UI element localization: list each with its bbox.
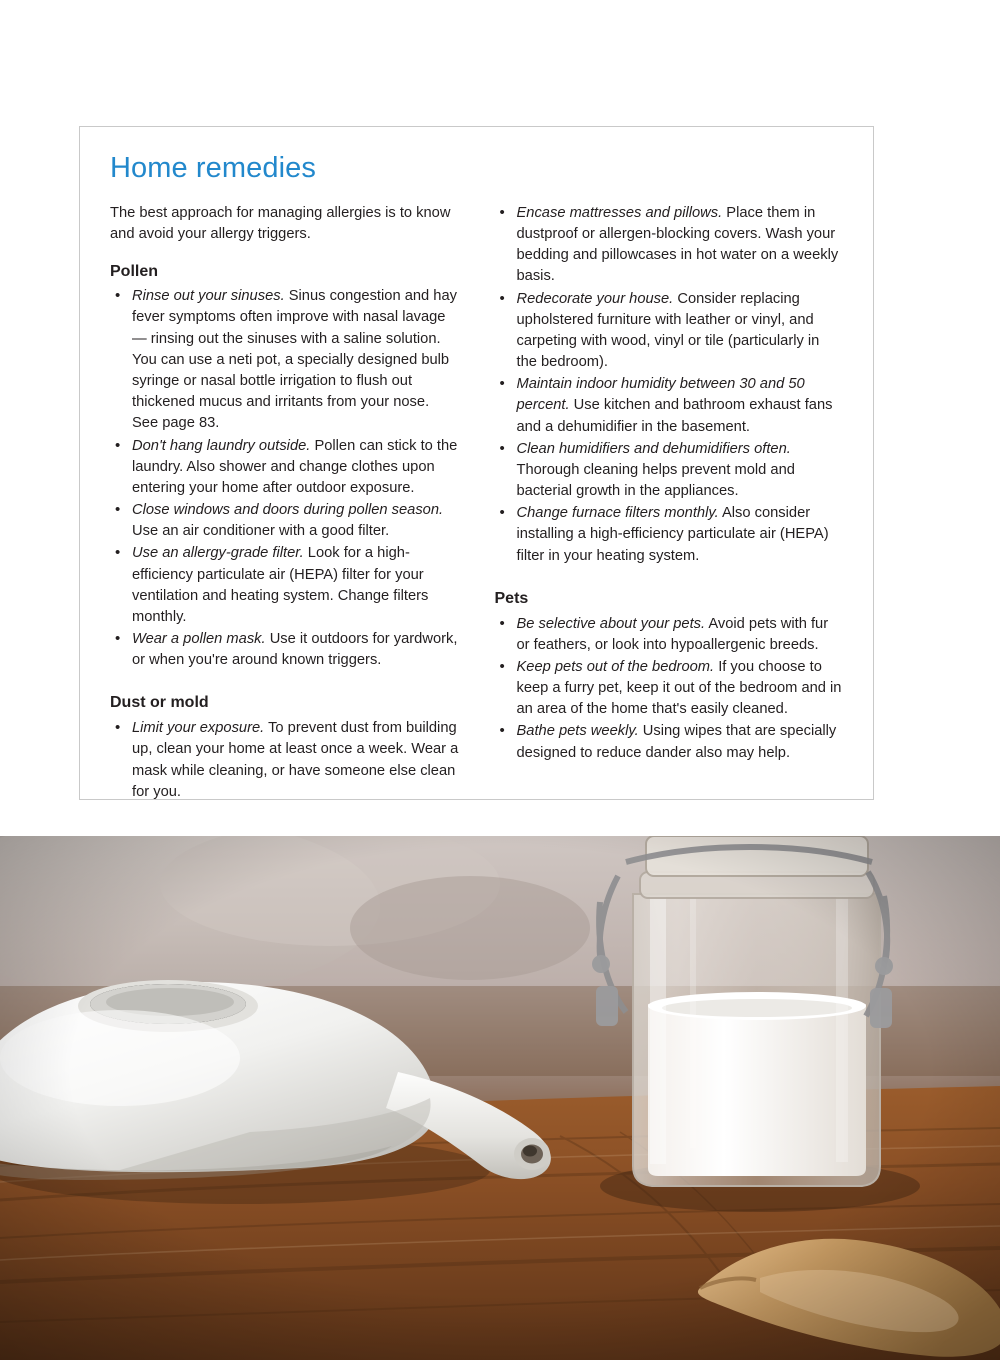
list-item-text: Place them in dustproof or allergen-blocking covers. Wash your bedding and pillowcases in hot water on a weekly basis. (516, 204, 839, 285)
right-column (495, 203, 844, 804)
list-item-text: Use an air conditioner with a good filter. (132, 523, 390, 540)
list-item-lead: Change furnace filters monthly. (516, 505, 719, 522)
list-item-lead: Keep pets out of the bedroom. (516, 658, 715, 675)
list-item-lead: Don't hang laundry outside. (132, 437, 311, 454)
list-item (495, 657, 844, 721)
list-item-lead: Redecorate your house. (516, 290, 674, 307)
list-item (110, 718, 459, 803)
list-item-text: Sinus congestion and hay fever symptoms often improve with nasal lavage — rinsing out the sinuses with a saline solution. You can use a neti pot, a specially designed bulb syringe or nasal bottle irrigation to flush out thickened mucus and irritants from your nose. See page 83. (132, 288, 457, 432)
list-item-lead: Encase mattresses and pillows. (516, 204, 723, 221)
two-column-layout (110, 203, 843, 804)
list-item-lead: Be selective about your pets. (516, 615, 706, 632)
list-item-text: Pollen can stick to the laundry. Also shower and change clothes upon entering your home after outdoor exposure. (132, 437, 458, 496)
neti-pot-photo (0, 836, 1000, 1360)
list-item-text: Consider replacing upholstered furniture with leather or vinyl, and carpeting with wood, vinyl or tile (particularly in the bedroom). (516, 290, 820, 371)
section-heading-pollen: Pollen (110, 262, 159, 280)
list-item-text: Thorough cleaning helps prevent mold and bacterial growth in the appliances. (516, 461, 795, 500)
list-item (495, 289, 844, 374)
intro-paragraph: The best approach for managing allergies is to know and avoid your allergy triggers. (110, 204, 451, 243)
home-remedies-panel (79, 126, 874, 800)
list-item (110, 543, 459, 628)
list-pets (495, 614, 844, 764)
list-item (110, 436, 459, 500)
list-item (495, 503, 844, 567)
list-item-text: Use kitchen and bathroom exhaust fans and a dehumidifier in the basement. (516, 397, 833, 435)
section-heading-dust-or-mold: Dust or mold (110, 694, 209, 712)
list-item-lead: Wear a pollen mask. (132, 631, 266, 648)
list-item-text: Also consider installing a high-efficiency particulate air (HEPA) filter in your heating system. (516, 505, 829, 564)
list-item (110, 500, 459, 542)
list-item (495, 614, 844, 656)
list-pollen (110, 286, 459, 671)
list-item-text: If you choose to keep a furry pet, keep it out of the bedroom and in an area of the home that's easily cleaned. (516, 658, 842, 718)
section-heading-pets: Pets (494, 589, 529, 607)
list-item-lead: Use an allergy-grade filter. (132, 545, 304, 562)
list-item-lead: Bathe pets weekly. (516, 723, 639, 740)
list-item (110, 286, 459, 434)
list-item (495, 721, 844, 763)
list-dust-or-mold-continued (495, 203, 844, 567)
list-dust-or-mold (110, 718, 459, 803)
list-item (495, 374, 844, 438)
list-item-text: Avoid pets with fur or feathers, or look into hypoallergenic breeds. (516, 615, 829, 653)
left-column (110, 203, 459, 804)
list-item-text: To prevent dust from building up, clean your home at least once a week. Wear a mask while cleaning, or have someone else clean for you. (132, 720, 459, 800)
list-item (495, 439, 844, 503)
list-item-lead: Clean humidifiers and dehumidifiers often. (516, 440, 791, 457)
list-item-lead: Maintain indoor humidity between 30 and 50 percent. (516, 376, 805, 414)
list-item-text: Use it outdoors for yardwork, or when you're around known triggers. (132, 631, 458, 669)
photo-illustration (0, 836, 1000, 1360)
list-item-lead: Rinse out your sinuses. (132, 288, 285, 305)
list-item-text: Look for a high-efficiency particulate air (HEPA) filter for your ventilation and heating system. Change filters monthly. (132, 545, 429, 625)
list-item-lead: Limit your exposure. (132, 720, 265, 737)
page-title: Home remedies (110, 152, 316, 184)
list-item (110, 629, 459, 671)
list-item-text: Using wipes that are specially designed to reduce dander also may help. (516, 723, 837, 761)
list-item (495, 203, 844, 288)
list-item-lead: Close windows and doors during pollen season. (132, 502, 444, 519)
